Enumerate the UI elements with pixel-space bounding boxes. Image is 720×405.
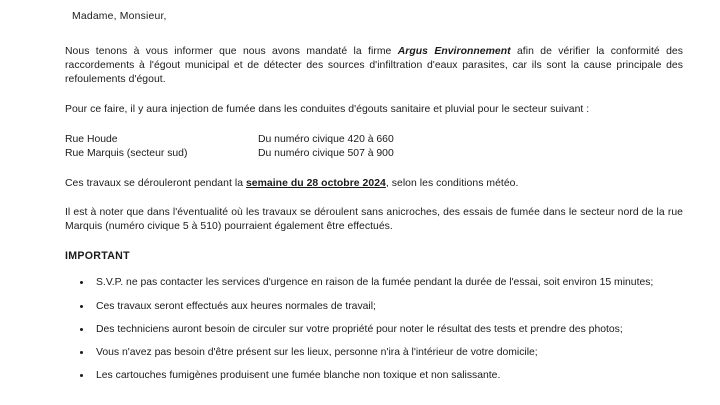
list-item bbox=[73, 276, 683, 290]
list-item-text: Ces travaux seront effectués aux heures normales de travail; bbox=[96, 300, 376, 312]
spacer bbox=[65, 117, 683, 133]
street-name: Rue Marquis (secteur sud) bbox=[65, 147, 188, 159]
important-heading: IMPORTANT bbox=[65, 250, 130, 263]
list-item-text: Vous n'avez pas besoin d'être présent sur les lieux, personne n'ira à l'intérieur de votre domicile; bbox=[96, 347, 538, 359]
street-range-table bbox=[65, 133, 394, 161]
bullet-icon bbox=[80, 328, 83, 331]
important-notes-list bbox=[73, 276, 683, 383]
paragraph-schedule-intro: Ces travaux se dérouleront pendant la bbox=[65, 177, 246, 189]
list-item-text: Les cartouches fumigènes produisent une fumée blanche non toxique et non salissante. bbox=[96, 370, 501, 382]
list-item-text: Des techniciens auront besoin de circuler sur votre propriété pour noter le résultat des tests et prendre des photos; bbox=[96, 323, 623, 335]
bullet-icon bbox=[80, 281, 83, 284]
street-name: Rue Houde bbox=[65, 133, 118, 145]
paragraph-mandate-intro: Nous tenons à vous informer que nous avons mandaté la firme bbox=[65, 46, 398, 57]
paragraph-smoke-injection: Pour ce faire, il y aura injection de fumée dans les conduites d'égouts sanitaire et pluvial pour le secteur suivant : bbox=[65, 103, 590, 115]
street-range: Du numéro civique 507 à 900 bbox=[258, 147, 394, 159]
list-item bbox=[73, 346, 683, 360]
spacer bbox=[65, 263, 683, 276]
table-row bbox=[65, 147, 394, 161]
list-item-text: S.V.P. ne pas contacter les services d'urgence en raison de la fumée pendant la durée de l'essai, soit environ 15 minutes; bbox=[96, 277, 654, 289]
table-row bbox=[65, 133, 394, 147]
notes-list-wrapper bbox=[65, 276, 683, 383]
firm-name: Argus Environnement bbox=[397, 46, 511, 57]
paragraph-schedule-rest: , selon les conditions météo. bbox=[385, 177, 519, 189]
list-item bbox=[73, 323, 683, 337]
list-item bbox=[73, 300, 683, 314]
spacer bbox=[65, 191, 683, 206]
street-range: Du numéro civique 420 à 660 bbox=[258, 133, 394, 145]
work-week-highlight: semaine du 28 octobre 2024 bbox=[245, 177, 386, 189]
spacer bbox=[65, 234, 683, 250]
paragraph-north-sector: Il est à noter que dans l'éventualité où les travaux se déroulent sans anicroches, des essais de fumée dans le secteur nord de la rue Marquis (numéro civique 5 à 510) pourraient également être effectués. bbox=[65, 207, 683, 233]
paragraph-mandate bbox=[65, 45, 683, 88]
paragraph-mandate-rest: afin de vérifier la conformité des raccordements à l'égout municipal et de détecter des sources d'infiltration d'eaux parasites, car ils sont la cause principale des refoulements d'égout. bbox=[65, 46, 683, 86]
bullet-icon bbox=[80, 374, 83, 377]
list-item bbox=[73, 369, 683, 383]
spacer bbox=[65, 161, 683, 177]
spacer bbox=[65, 88, 683, 103]
bullet-icon bbox=[80, 305, 83, 308]
paragraph-schedule bbox=[65, 177, 683, 191]
spacer bbox=[65, 23, 683, 45]
bullet-icon bbox=[80, 351, 83, 354]
salutation-line: Madame, Monsieur, bbox=[72, 11, 167, 22]
